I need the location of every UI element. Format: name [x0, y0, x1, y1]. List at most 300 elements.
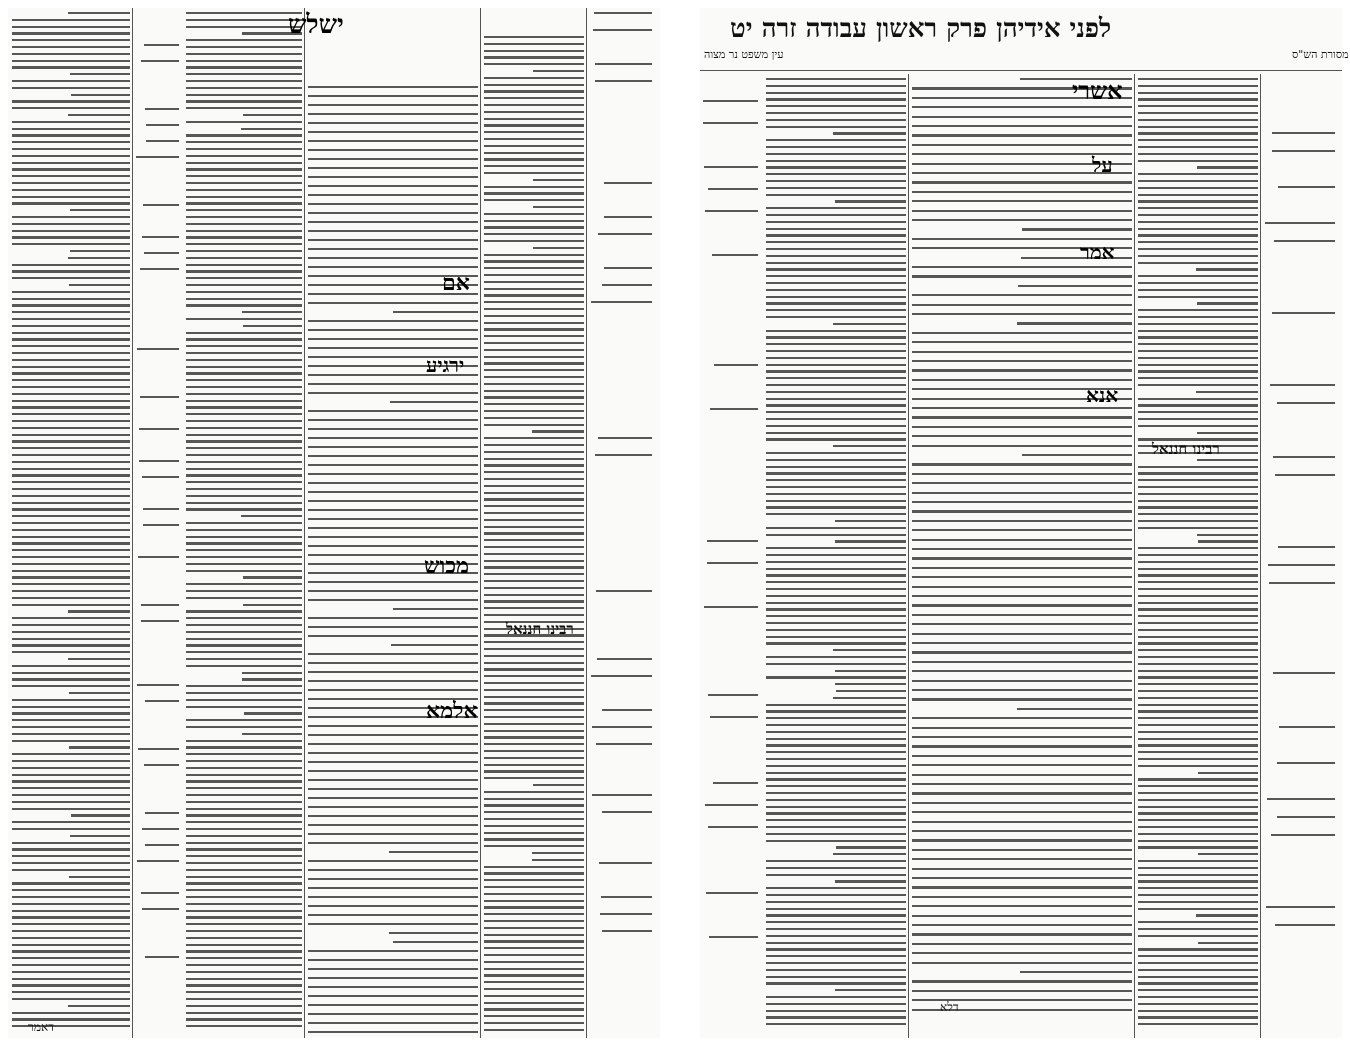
text-line [766, 901, 906, 903]
text-line [142, 908, 179, 910]
text-line [308, 86, 478, 88]
text-line [308, 509, 478, 511]
text-line [12, 311, 130, 313]
text-line [484, 50, 584, 52]
text-line [308, 1004, 478, 1006]
text-line [766, 812, 906, 814]
text-line [186, 413, 302, 415]
text-line [1275, 474, 1336, 476]
text-line [70, 250, 130, 252]
text-line [766, 547, 906, 549]
text-line [766, 513, 906, 515]
main-text-column [912, 74, 1132, 1038]
text-line [308, 635, 478, 637]
text-line [12, 372, 130, 374]
text-line [12, 604, 130, 606]
text-line [186, 148, 302, 150]
text-line [1138, 819, 1258, 821]
text-line [12, 991, 130, 993]
text-line [912, 830, 1132, 832]
text-line [484, 77, 584, 79]
text-line [484, 743, 584, 745]
text-line [484, 886, 584, 888]
text-line [484, 832, 584, 834]
text-line [766, 316, 906, 318]
text-lines [186, 8, 302, 1038]
text-line [484, 145, 584, 147]
text-line [484, 566, 584, 568]
text-line [766, 629, 906, 631]
text-line [484, 736, 584, 738]
text-line [1138, 989, 1258, 991]
text-line [1138, 173, 1258, 175]
text-line [308, 302, 478, 304]
text-line [186, 508, 302, 510]
text-line [484, 505, 584, 507]
text-line [71, 814, 130, 816]
text-line [766, 194, 906, 196]
text-line [766, 785, 906, 787]
text-line [186, 814, 302, 816]
text-line [12, 882, 130, 884]
text-line [186, 978, 302, 980]
text-line [186, 916, 302, 918]
text-line [186, 318, 302, 320]
text-line [766, 874, 906, 876]
text-line [12, 767, 130, 769]
text-line [1138, 425, 1258, 427]
text-line [12, 216, 130, 218]
text-line [484, 845, 584, 847]
text-line [912, 755, 1132, 757]
text-line [1138, 649, 1258, 651]
text-line [69, 746, 130, 748]
text-line [12, 454, 130, 456]
text-line [912, 680, 1132, 682]
text-line [186, 937, 302, 939]
text-line [308, 581, 478, 583]
text-line [1138, 506, 1258, 508]
text-line [912, 614, 1132, 616]
text-line [186, 658, 302, 660]
text-line [12, 481, 130, 483]
text-line [484, 260, 584, 262]
text-line [484, 675, 584, 677]
text-line [484, 56, 584, 58]
text-line [484, 118, 584, 120]
text-line [766, 139, 906, 141]
text-line [766, 112, 906, 114]
text-line [1138, 357, 1258, 359]
text-line [308, 734, 478, 736]
text-line [12, 39, 130, 41]
text-line [308, 518, 478, 520]
text-line [308, 779, 478, 781]
text-line [186, 216, 302, 218]
text-line [912, 313, 1132, 315]
text-line [186, 461, 302, 463]
text-line [1138, 622, 1258, 624]
left-talmud-page [8, 8, 660, 1038]
text-line [12, 1012, 130, 1014]
text-lines [702, 74, 762, 1038]
text-line [596, 590, 652, 592]
text-line [766, 377, 906, 379]
opening-word: אשרי [1072, 76, 1123, 105]
text-line [766, 935, 906, 937]
text-line [766, 234, 906, 236]
text-line [12, 950, 130, 952]
text-line [12, 87, 130, 89]
text-line [186, 855, 302, 857]
text-line [308, 347, 478, 349]
text-line [12, 502, 130, 504]
text-line [484, 498, 584, 500]
text-line [484, 220, 584, 222]
text-line [186, 46, 302, 48]
text-line [308, 869, 478, 871]
text-line [186, 882, 302, 884]
gloss-column [136, 8, 182, 1038]
text-line [12, 168, 130, 170]
text-line [1138, 520, 1258, 522]
text-line [186, 624, 302, 626]
text-line [1138, 690, 1258, 692]
text-line [484, 186, 584, 188]
text-line [186, 542, 302, 544]
text-line [308, 905, 478, 907]
text-line [308, 770, 478, 772]
text-line [1138, 1016, 1258, 1018]
text-line [484, 274, 584, 276]
text-line [145, 812, 179, 814]
text-line [766, 833, 906, 835]
text-line [592, 726, 652, 728]
text-line [912, 266, 1132, 268]
text-line [308, 887, 478, 889]
text-line [484, 981, 584, 983]
text-line [141, 892, 179, 894]
text-line [146, 140, 180, 142]
bold-word: מכוש [424, 553, 469, 579]
text-line [1198, 772, 1258, 774]
text-line [766, 411, 906, 413]
text-line [186, 182, 302, 184]
text-line [141, 604, 180, 606]
text-line [484, 988, 584, 990]
text-line [12, 644, 130, 646]
text-line [136, 156, 179, 158]
text-line [766, 948, 906, 950]
text-line [12, 100, 130, 102]
text-line [12, 719, 130, 721]
text-line [484, 111, 584, 113]
text-line [186, 236, 302, 238]
text-line [912, 821, 1132, 823]
text-line [602, 811, 652, 813]
text-line [12, 903, 130, 905]
text-line [1273, 456, 1335, 458]
text-line [186, 590, 302, 592]
text-line [1138, 581, 1258, 583]
text-line [1022, 228, 1132, 230]
text-line [1138, 241, 1258, 243]
text-line [308, 833, 478, 835]
text-line [1138, 574, 1258, 576]
column-divider [132, 8, 133, 1038]
text-line [308, 1013, 478, 1015]
text-line [186, 726, 302, 728]
text-line [186, 345, 302, 347]
text-line [12, 230, 130, 232]
text-line [186, 53, 302, 55]
column-divider [304, 8, 305, 1038]
text-line [145, 700, 179, 702]
text-line [1138, 98, 1258, 100]
text-line [12, 570, 130, 572]
text-line [912, 144, 1132, 146]
text-line [186, 162, 302, 164]
text-line [835, 540, 906, 542]
text-line [137, 684, 179, 686]
text-line [912, 482, 1132, 484]
text-line [186, 794, 302, 796]
text-line [1196, 914, 1258, 916]
text-line [186, 563, 302, 565]
text-line [1138, 846, 1258, 848]
text-line [186, 277, 302, 279]
text-line [12, 495, 130, 497]
text-line [484, 866, 584, 868]
text-line [186, 1025, 302, 1027]
text-line [393, 608, 478, 610]
text-line [766, 914, 906, 916]
text-line [146, 124, 180, 126]
text-line [833, 649, 906, 651]
text-line [308, 842, 478, 844]
text-line [912, 134, 1132, 136]
text-line [71, 94, 130, 96]
text-line [912, 839, 1132, 841]
text-line [912, 698, 1132, 700]
text-line [484, 104, 584, 106]
text-line [144, 252, 179, 254]
text-line [484, 607, 584, 609]
text-line [766, 432, 906, 434]
text-line [1196, 391, 1258, 393]
text-line [604, 182, 652, 184]
text-line [1138, 262, 1258, 264]
text-line [1138, 153, 1258, 155]
text-line [12, 597, 130, 599]
text-line [186, 223, 302, 225]
text-line [393, 311, 478, 313]
catchword: דאמר [28, 1020, 54, 1034]
text-line [1138, 976, 1258, 978]
text-line [484, 165, 584, 167]
text-line [484, 464, 584, 466]
text-line [186, 352, 302, 354]
text-line [1138, 384, 1258, 386]
text-line [1138, 309, 1258, 311]
text-line [242, 733, 302, 735]
text-line [1138, 724, 1258, 726]
text-line [532, 852, 584, 854]
text-line [766, 642, 906, 644]
text-line [1138, 738, 1258, 740]
text-line [1138, 214, 1258, 216]
text-line [186, 141, 302, 143]
text-line [766, 778, 906, 780]
text-line [766, 731, 906, 733]
text-line [308, 914, 478, 916]
text-line [766, 819, 906, 821]
text-line [186, 808, 302, 810]
text-line [484, 668, 584, 670]
text-line [186, 121, 302, 123]
text-line [186, 440, 302, 442]
text-line [912, 736, 1132, 738]
text-line [714, 364, 759, 366]
text-line [12, 155, 130, 157]
text-line [186, 910, 302, 912]
page-header-title: לפני אידיהן פרק ראשון עבודה זרה יט [730, 14, 1112, 44]
text-line [138, 748, 180, 750]
text-line [484, 573, 584, 575]
text-line [1138, 323, 1258, 325]
text-line [186, 196, 302, 198]
text-line [12, 175, 130, 177]
text-line [1138, 472, 1258, 474]
text-line [186, 474, 302, 476]
text-line [308, 167, 478, 169]
text-line [1138, 547, 1258, 549]
text-line [598, 233, 652, 235]
text-line [484, 335, 584, 337]
text-line [308, 176, 478, 178]
text-line [186, 488, 302, 490]
text-line [1138, 969, 1258, 971]
text-line [484, 84, 584, 86]
text-line [186, 787, 302, 789]
inner-commentary-column [484, 8, 584, 1038]
text-line [12, 508, 130, 510]
text-line [484, 417, 584, 419]
text-line [484, 580, 584, 582]
text-line [766, 758, 906, 760]
text-line [484, 947, 584, 949]
text-line [1138, 126, 1258, 128]
text-line [766, 418, 906, 420]
text-line [186, 406, 302, 408]
text-line [766, 221, 906, 223]
text-line [1138, 398, 1258, 400]
text-line [766, 92, 906, 94]
text-line [308, 797, 478, 799]
text-line [12, 304, 130, 306]
text-line [704, 166, 758, 168]
text-line [186, 862, 302, 864]
text-line [308, 473, 478, 475]
text-line [393, 941, 478, 943]
text-lines [912, 74, 1132, 1038]
text-line [186, 903, 302, 905]
text-line [12, 617, 130, 619]
text-line [912, 191, 1132, 193]
text-line [1138, 710, 1258, 712]
text-line [12, 923, 130, 925]
text-line [12, 270, 130, 272]
text-line [533, 247, 584, 249]
text-line [833, 853, 906, 855]
text-line [308, 446, 478, 448]
text-line [766, 336, 906, 338]
text-line [12, 542, 130, 544]
text-line [912, 915, 1132, 917]
text-line [484, 532, 584, 534]
text-line [484, 798, 584, 800]
text-line [1138, 561, 1258, 563]
text-line [766, 928, 906, 930]
text-line [912, 774, 1132, 776]
text-line [912, 924, 1132, 926]
text-line [12, 202, 130, 204]
text-line [484, 322, 584, 324]
text-line [912, 304, 1132, 306]
text-line [1138, 194, 1258, 196]
text-line [186, 685, 302, 687]
text-line [766, 724, 906, 726]
text-line [1138, 1003, 1258, 1005]
text-line [484, 226, 584, 228]
text-line [912, 219, 1132, 221]
text-line [186, 359, 302, 361]
text-line [766, 500, 906, 502]
text-line [68, 114, 130, 116]
bold-word: אנא [1086, 383, 1119, 407]
text-line [308, 788, 478, 790]
text-lines [484, 8, 584, 1038]
text-line [1278, 546, 1336, 548]
text-line [484, 254, 584, 256]
text-line [596, 743, 652, 745]
header-rule [700, 70, 1342, 71]
text-line [912, 181, 1132, 183]
text-line [142, 476, 179, 478]
text-line [12, 386, 130, 388]
text-line [139, 428, 179, 430]
text-line [308, 725, 478, 727]
text-line [1138, 207, 1258, 209]
text-line [1138, 112, 1258, 114]
text-line [766, 534, 906, 536]
text-line [602, 284, 652, 286]
text-line [389, 932, 478, 934]
text-line [308, 527, 478, 529]
text-line [484, 383, 584, 385]
text-line [186, 386, 302, 388]
text-line [12, 964, 130, 966]
text-line [766, 282, 906, 284]
text-lines [136, 8, 182, 1038]
text-line [1138, 343, 1258, 345]
text-line [186, 950, 302, 952]
text-line [1138, 629, 1258, 631]
text-line [12, 196, 130, 198]
text-line [707, 540, 758, 542]
text-line [912, 341, 1132, 343]
text-line [484, 872, 584, 874]
